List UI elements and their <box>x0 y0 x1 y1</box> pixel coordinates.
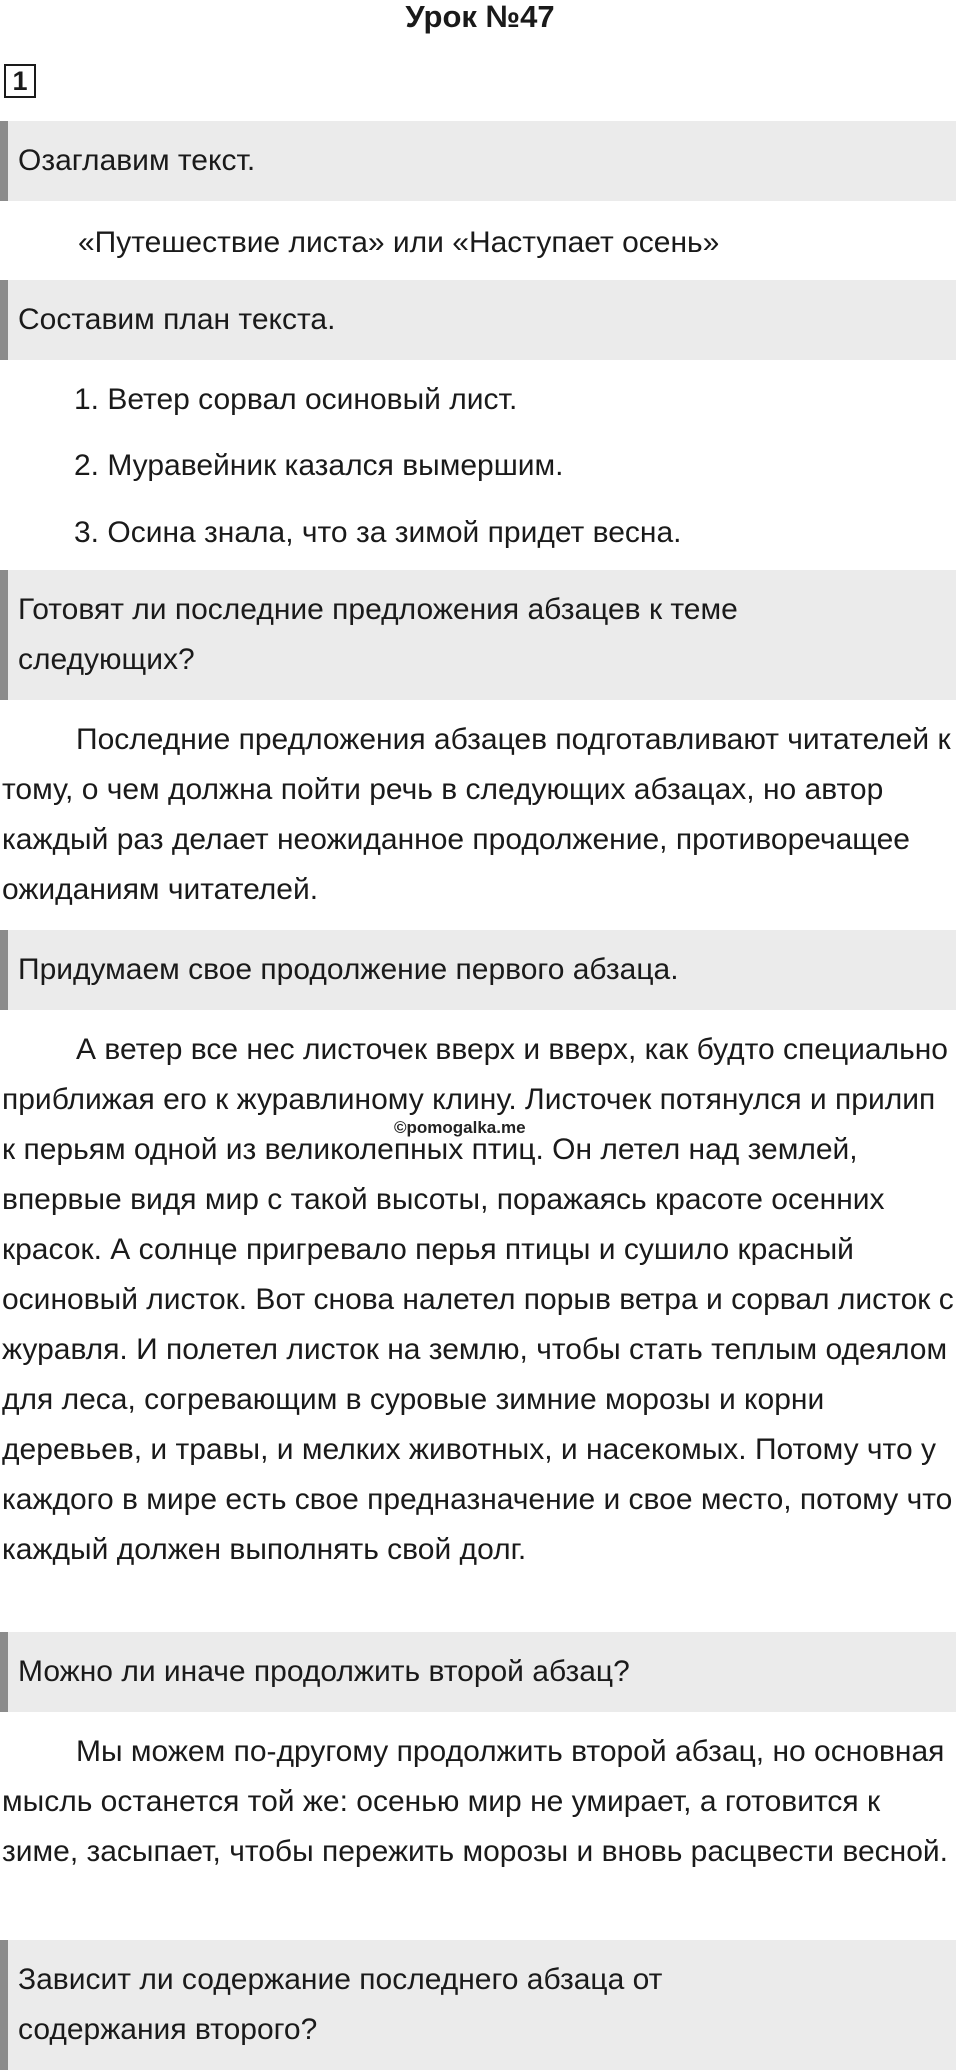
answer-5-text: Мы можем по-другому продолжить второй абзац, но основная мысль останется той же: осенью мир не умирает, а готовится к зиме, засыпает, чтобы пережить морозы и вновь расцвести весной. <box>2 1735 948 1868</box>
plan-item-1: 1. Ветер сорвал осиновый лист. <box>74 383 518 416</box>
question-6 <box>0 1940 956 2070</box>
question-1-text: Озаглавим текст. <box>18 144 256 177</box>
answer-3-text: Последние предложения абзацев подготавливают читателей к тому, о чем должна пойти речь в следующих абзацах, но автор каждый раз делает неожиданное продолжение, противоречащее ожиданиям читателей. <box>2 723 951 906</box>
question-5 <box>0 1632 956 1712</box>
question-4-text: Придумаем свое продолжение первого абзаца. <box>18 953 679 986</box>
answer-4-text: А ветер все нес листочек вверх и вверх, как будто специально приближая его к журавлиному клину. Листочек потянулся и прилип к перьям одной из великолепных птиц. Он летел над землей, впервые видя мир с такой высоты, поражаясь красоте осенних красок. А солнце пригревало перья птицы и сушило красный осиновый листок. Вот снова налетел порыв ветра и сорвал листок с журавля. И полетел листок на землю, чтобы стать теплым одеялом для леса, согревающим в суровые зимние морозы и корни деревьев, и травы, и мелких животных, и насекомых. Потому что у каждого в мире есть свое предназначение и свое место, потому что каждый должен выполнять свой долг. <box>2 1033 954 1566</box>
answer-5 <box>2 1727 954 1877</box>
plan-item-2: 2. Муравейник казался вымершим. <box>74 449 564 482</box>
question-5-text: Можно ли иначе продолжить второй абзац? <box>18 1655 630 1688</box>
answer-4 <box>2 1025 954 1575</box>
question-4 <box>0 930 956 1010</box>
question-2-text: Составим план текста. <box>18 303 336 336</box>
answer-3 <box>2 715 954 915</box>
question-1 <box>0 121 956 201</box>
watermark: ©pomogalka.me <box>394 1118 526 1137</box>
question-2 <box>0 280 956 360</box>
question-3 <box>0 570 956 700</box>
task-number-box: 1 <box>4 64 36 98</box>
lesson-title: Урок №47 <box>405 0 555 34</box>
question-6-text: Зависит ли содержание последнего абзаца от содержания второго? <box>18 1963 663 2046</box>
answer-1: «Путешествие листа» или «Наступает осень» <box>78 226 720 259</box>
question-3-text: Готовят ли последние предложения абзацев к теме следующих? <box>18 593 738 676</box>
plan-item-3: 3. Осина знала, что за зимой придет весна. <box>74 516 682 549</box>
